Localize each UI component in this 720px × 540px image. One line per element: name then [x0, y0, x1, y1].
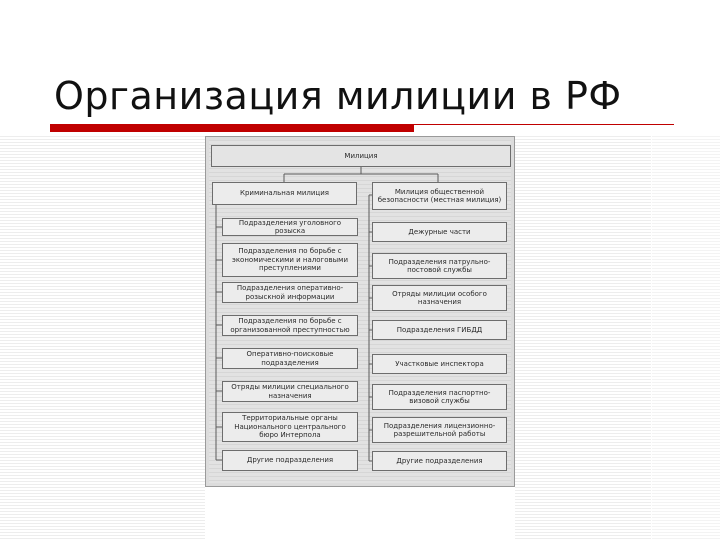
box-right-item-2: Подразделения патрульно-постовой службы [372, 253, 507, 279]
box-left-item-2: Подразделения по борьбе с экономическими и налоговыми преступлениями [222, 243, 358, 277]
box-right-item-6: Подразделения паспортно-визовой службы [372, 384, 507, 410]
box-right-item-5: Участковые инспектора [372, 354, 507, 374]
title-underline [414, 124, 674, 125]
background-hatch-right [515, 136, 651, 540]
box-right-item-8: Другие подразделения [372, 451, 507, 471]
background-hatch-left [0, 136, 205, 540]
box-right-branch-title: Милиция общественной безопасности (местная милиция) [372, 182, 507, 210]
box-right-item-3: Отряды милиции особого назначения [372, 285, 507, 311]
background-hatch-far-right [652, 136, 720, 540]
title-accent-bar [50, 124, 414, 132]
box-left-item-8: Другие подразделения [222, 450, 358, 471]
box-left-item-5: Оперативно-поисковые подразделения [222, 348, 358, 369]
box-left-branch-title: Криминальная милиция [212, 182, 357, 205]
box-root: Милиция [211, 145, 511, 167]
slide-title: Организация милиции в РФ [54, 74, 622, 118]
box-right-item-4: Подразделения ГИБДД [372, 320, 507, 340]
box-left-item-4: Подразделения по борьбе с организованной преступностью [222, 315, 358, 336]
box-right-item-1: Дежурные части [372, 222, 507, 242]
org-chart [205, 136, 515, 487]
box-left-item-1: Подразделения уголовного розыска [222, 218, 358, 236]
box-left-item-6: Отряды милиции специального назначения [222, 381, 358, 402]
box-left-item-3: Подразделения оперативно-розыскной информации [222, 282, 358, 303]
box-left-item-7: Территориальные органы Национального центрального бюро Интерпола [222, 412, 358, 442]
box-right-item-7: Подразделения лицензионно-разрешительной работы [372, 417, 507, 443]
